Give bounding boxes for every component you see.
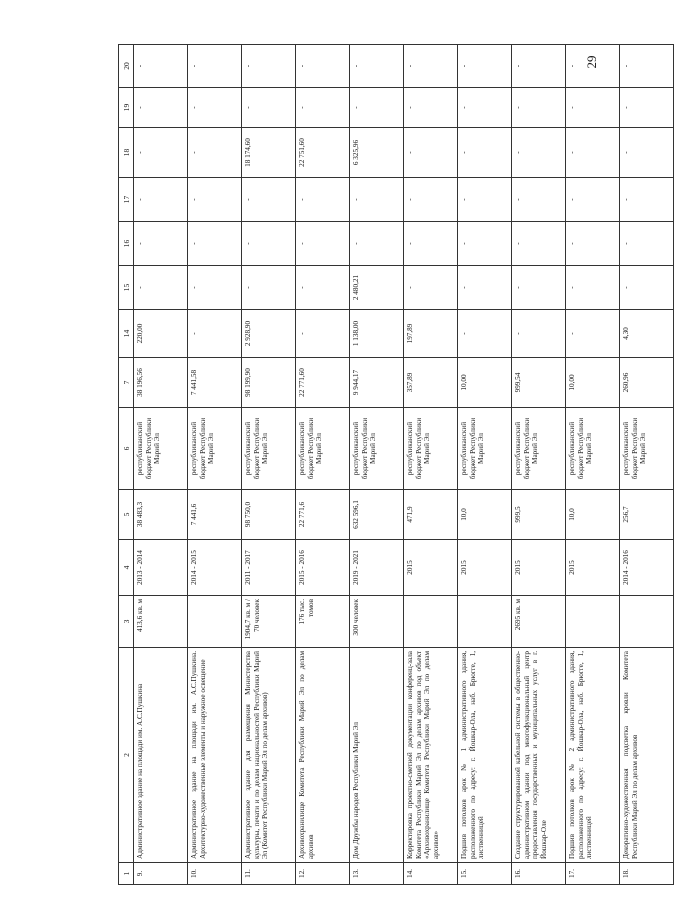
- table-row: [296, 45, 350, 885]
- period-cell: 2015 - 2016: [296, 540, 350, 596]
- value-col-7-cell: 22 771,60: [296, 358, 350, 408]
- object-name-cell: Дом Дружбы народов Республики Марий Эл: [350, 648, 404, 863]
- value-col-15-cell: -: [458, 266, 512, 310]
- value-col-19-cell: -: [404, 88, 458, 128]
- value-col-15-cell: -: [566, 266, 620, 310]
- value-col-17-cell: -: [188, 178, 242, 222]
- estimated-cost-cell: 256,7: [620, 490, 674, 540]
- table-row: [404, 45, 458, 885]
- value-col-15-cell: -: [134, 266, 188, 310]
- value-col-19-cell: -: [134, 88, 188, 128]
- value-col-16-cell: -: [512, 222, 566, 266]
- object-name-cell: Подшив потолков арок № 1 административного здания, расположенного по адресу: г. Йошкар-Ола, наб. Брюгге, 1, лиственницей: [458, 648, 512, 863]
- value-col-7-cell: 9 944,17: [350, 358, 404, 408]
- funding-source-cell: республиканский бюджет Республики Марий Эл: [512, 408, 566, 490]
- estimated-cost-cell: 10,0: [458, 490, 512, 540]
- value-col-20-cell: -: [566, 45, 620, 88]
- value-col-16-cell: -: [458, 222, 512, 266]
- row-number-cell: 17.: [566, 863, 620, 885]
- estimated-cost-cell: 22 771,6: [296, 490, 350, 540]
- table-row: [566, 45, 620, 885]
- period-cell: 2015: [404, 540, 458, 596]
- object-name-cell: Декоративно-художественная подсветка кровли Комитета Республики Марий Эл по делам архивов: [620, 648, 674, 863]
- value-col-18-cell: -: [620, 128, 674, 178]
- row-number-cell: 18.: [620, 863, 674, 885]
- header-cell: 15: [119, 266, 134, 310]
- value-col-14-cell: -: [512, 310, 566, 358]
- row-number-cell: 10.: [188, 863, 242, 885]
- period-cell: 2015: [566, 540, 620, 596]
- header-cell: 7: [119, 358, 134, 408]
- value-col-7-cell: 260,96: [620, 358, 674, 408]
- estimated-cost-cell: 7 441,6: [188, 490, 242, 540]
- table-row: [188, 45, 242, 885]
- table-row: [134, 45, 188, 885]
- value-col-20-cell: -: [512, 45, 566, 88]
- header-cell: 3: [119, 596, 134, 648]
- value-col-19-cell: -: [458, 88, 512, 128]
- period-cell: 2019 - 2021: [350, 540, 404, 596]
- period-cell: 2014 - 2015: [188, 540, 242, 596]
- header-cell: 1: [119, 863, 134, 885]
- header-cell: 20: [119, 45, 134, 88]
- row-number-cell: 14.: [404, 863, 458, 885]
- header-cell: 2: [119, 648, 134, 863]
- header-cell: 14: [119, 310, 134, 358]
- funding-source-cell: республиканский бюджет Республики Марий Эл: [296, 408, 350, 490]
- value-col-17-cell: -: [242, 178, 296, 222]
- value-col-16-cell: -: [566, 222, 620, 266]
- period-cell: 2014 - 2016: [620, 540, 674, 596]
- funding-source-cell: республиканский бюджет Республики Марий Эл: [566, 408, 620, 490]
- object-name-cell: Архивохранилище Комитета Республики Марий Эл по делам архивов: [296, 648, 350, 863]
- value-col-7-cell: 999,54: [512, 358, 566, 408]
- value-col-20-cell: -: [242, 45, 296, 88]
- funding-source-cell: республиканский бюджет Республики Марий Эл: [350, 408, 404, 490]
- value-col-7-cell: 10,00: [566, 358, 620, 408]
- row-number-cell: 9.: [134, 863, 188, 885]
- rotated-table-container: [118, 45, 648, 885]
- value-col-19-cell: -: [566, 88, 620, 128]
- value-col-14-cell: -: [458, 310, 512, 358]
- header-cell: 19: [119, 88, 134, 128]
- capacity-cell: [404, 596, 458, 648]
- value-col-17-cell: -: [620, 178, 674, 222]
- estimated-cost-cell: 471,9: [404, 490, 458, 540]
- value-col-20-cell: -: [350, 45, 404, 88]
- data-table: [118, 44, 674, 885]
- value-col-16-cell: -: [188, 222, 242, 266]
- header-cell: 16: [119, 222, 134, 266]
- value-col-16-cell: -: [350, 222, 404, 266]
- value-col-7-cell: 10,00: [458, 358, 512, 408]
- capacity-cell: [620, 596, 674, 648]
- capacity-cell: 413,6 кв. м: [134, 596, 188, 648]
- value-col-15-cell: -: [296, 266, 350, 310]
- table-body: [134, 45, 674, 885]
- table-row: [512, 45, 566, 885]
- value-col-17-cell: -: [296, 178, 350, 222]
- header-cell: 4: [119, 540, 134, 596]
- value-col-20-cell: -: [404, 45, 458, 88]
- funding-source-cell: республиканский бюджет Республики Марий Эл: [242, 408, 296, 490]
- value-col-17-cell: -: [134, 178, 188, 222]
- value-col-18-cell: -: [566, 128, 620, 178]
- value-col-18-cell: -: [458, 128, 512, 178]
- funding-source-cell: республиканский бюджет Республики Марий Эл: [620, 408, 674, 490]
- value-col-7-cell: 98 199,90: [242, 358, 296, 408]
- value-col-19-cell: -: [296, 88, 350, 128]
- value-col-16-cell: -: [242, 222, 296, 266]
- estimated-cost-cell: 38 483,3: [134, 490, 188, 540]
- value-col-15-cell: -: [188, 266, 242, 310]
- period-cell: 2013 - 2014: [134, 540, 188, 596]
- value-col-7-cell: 357,89: [404, 358, 458, 408]
- value-col-14-cell: -: [188, 310, 242, 358]
- capacity-cell: 300 человек: [350, 596, 404, 648]
- capacity-cell: 176 тыс. томов: [296, 596, 350, 648]
- value-col-7-cell: 7 441,58: [188, 358, 242, 408]
- value-col-20-cell: -: [458, 45, 512, 88]
- header-cell: 6: [119, 408, 134, 490]
- value-col-15-cell: -: [404, 266, 458, 310]
- value-col-14-cell: 1 138,00: [350, 310, 404, 358]
- value-col-18-cell: -: [188, 128, 242, 178]
- capacity-cell: 1904,7 кв. м / 70 человек: [242, 596, 296, 648]
- row-number-cell: 16.: [512, 863, 566, 885]
- value-col-17-cell: -: [512, 178, 566, 222]
- header-cell: 5: [119, 490, 134, 540]
- value-col-20-cell: -: [134, 45, 188, 88]
- value-col-16-cell: -: [134, 222, 188, 266]
- row-number-cell: 11.: [242, 863, 296, 885]
- value-col-16-cell: -: [620, 222, 674, 266]
- header-cell: 17: [119, 178, 134, 222]
- value-col-18-cell: 18 174,60: [242, 128, 296, 178]
- table-row: [350, 45, 404, 885]
- estimated-cost-cell: 98 750,0: [242, 490, 296, 540]
- value-col-18-cell: -: [134, 128, 188, 178]
- header-cell: 18: [119, 128, 134, 178]
- row-number-cell: 15.: [458, 863, 512, 885]
- value-col-17-cell: -: [458, 178, 512, 222]
- capacity-cell: [188, 596, 242, 648]
- value-col-20-cell: -: [296, 45, 350, 88]
- object-name-cell: Подшив потолков арок № 2 административного здания, расположенного по адресу: г. Йошкар-Ола, наб. Брюгге, 1, лиственницей: [566, 648, 620, 863]
- value-col-18-cell: 6 325,96: [350, 128, 404, 178]
- estimated-cost-cell: 632 596,1: [350, 490, 404, 540]
- object-name-cell: Административное здание на площади им. А.С.Пушкина. Архитектурно-художественные элементы и наружное освещение: [188, 648, 242, 863]
- capacity-cell: [566, 596, 620, 648]
- value-col-19-cell: -: [188, 88, 242, 128]
- value-col-17-cell: -: [350, 178, 404, 222]
- period-cell: 2011 - 2017: [242, 540, 296, 596]
- object-name-cell: Административное здание на площади им. А.С.Пушкина: [134, 648, 188, 863]
- funding-source-cell: республиканский бюджет Республики Марий Эл: [404, 408, 458, 490]
- row-number-cell: 12.: [296, 863, 350, 885]
- value-col-19-cell: -: [620, 88, 674, 128]
- capacity-cell: [458, 596, 512, 648]
- value-col-14-cell: 197,89: [404, 310, 458, 358]
- value-col-14-cell: -: [296, 310, 350, 358]
- estimated-cost-cell: 10,0: [566, 490, 620, 540]
- funding-source-cell: республиканский бюджет Республики Марий Эл: [458, 408, 512, 490]
- value-col-17-cell: -: [566, 178, 620, 222]
- value-col-14-cell: 2 928,90: [242, 310, 296, 358]
- table-row: [620, 45, 674, 885]
- row-number-cell: 13.: [350, 863, 404, 885]
- value-col-19-cell: -: [512, 88, 566, 128]
- value-col-20-cell: -: [620, 45, 674, 88]
- value-col-19-cell: -: [242, 88, 296, 128]
- value-col-17-cell: -: [404, 178, 458, 222]
- funding-source-cell: республиканский бюджет Республики Марий Эл: [188, 408, 242, 490]
- value-col-18-cell: 22 751,60: [296, 128, 350, 178]
- capacity-cell: 2695 кв. м: [512, 596, 566, 648]
- value-col-15-cell: -: [242, 266, 296, 310]
- value-col-14-cell: -: [566, 310, 620, 358]
- object-name-cell: Административное здание для размещения Министерства культуры, печати и по делам национальностей Республики Марий Эл (Комитет Республики Марий Эл по делам архивов): [242, 648, 296, 863]
- value-col-18-cell: -: [404, 128, 458, 178]
- value-col-15-cell: -: [512, 266, 566, 310]
- table-row: [242, 45, 296, 885]
- value-col-14-cell: 220,00: [134, 310, 188, 358]
- funding-source-cell: республиканский бюджет Республики Марий Эл: [134, 408, 188, 490]
- header-row: [119, 45, 134, 885]
- value-col-7-cell: 38 196,56: [134, 358, 188, 408]
- value-col-20-cell: -: [188, 45, 242, 88]
- value-col-16-cell: -: [404, 222, 458, 266]
- object-name-cell: Корректировка проектно-сметной документации конференц-зала Комитета Республики Марий Эл по делам архивов под объект «Архивохранилище Комитета Республики Марий Эл по делам архивов»: [404, 648, 458, 863]
- value-col-18-cell: -: [512, 128, 566, 178]
- period-cell: 2015: [458, 540, 512, 596]
- object-name-cell: Создание структурированной кабельной системы в общественно-административном здании под многофункциональный центр предоставления государственных и муниципальных услуг в г. Йошкар-Оле: [512, 648, 566, 863]
- period-cell: 2015: [512, 540, 566, 596]
- estimated-cost-cell: 999,5: [512, 490, 566, 540]
- table-row: [458, 45, 512, 885]
- value-col-19-cell: -: [350, 88, 404, 128]
- value-col-15-cell: 2 480,21: [350, 266, 404, 310]
- value-col-15-cell: -: [620, 266, 674, 310]
- value-col-14-cell: 4,30: [620, 310, 674, 358]
- page-number: 29: [584, 55, 599, 69]
- value-col-16-cell: -: [296, 222, 350, 266]
